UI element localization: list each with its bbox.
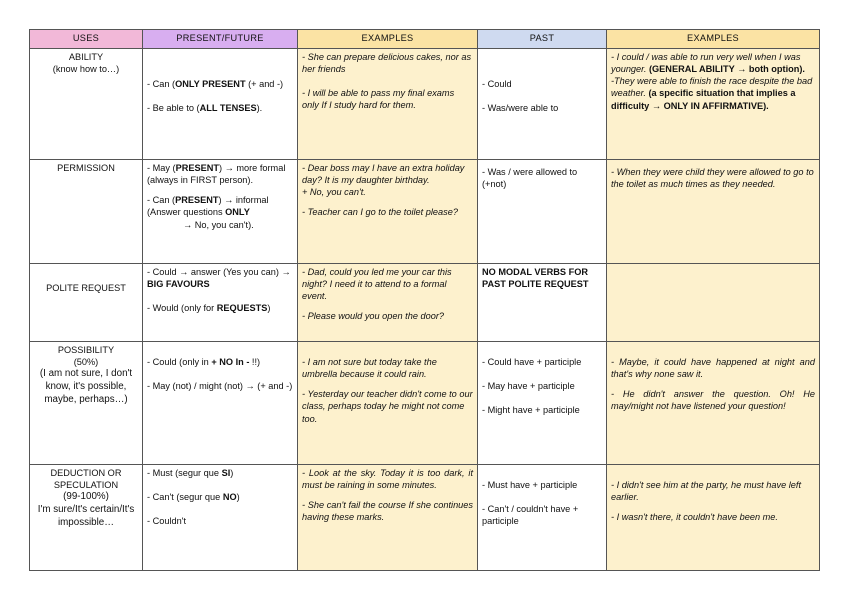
examples-possibility: - I am not sure but today take the umbrella because it could rain. - Yesterday our teacher didn't come to our class, perhaps today he might not come too. <box>298 342 478 465</box>
past-deduction: - Must have + participle - Can't / couldn't have + participle <box>478 465 607 571</box>
header-examples-present: EXAMPLES <box>298 30 478 49</box>
examples-permission: - Dear boss may I have an extra holiday day? It is my daughter birthday. + No, you can't. - Teacher can I go to the toilet please? <box>298 160 478 264</box>
use-permission: PERMISSION <box>30 160 143 264</box>
examples-polite-request: - Dad, could you led me your car this night? I need it to attend to a formal event. - Please would you open the door? <box>298 264 478 342</box>
use-polite-request: POLITE REQUEST <box>30 264 143 342</box>
pf-deduction: - Must (segur que SI) - Can't (segur que NO) - Couldn't <box>143 465 298 571</box>
header-present-future: PRESENT/FUTURE <box>143 30 298 49</box>
examples-past-polite-request <box>607 264 820 342</box>
row-ability <box>30 49 820 160</box>
examples-deduction: - Look at the sky. Today it is too dark, it must be raining in some minutes. - She can't fail the course If she continues having these marks. <box>298 465 478 571</box>
pf-polite-request: - Could → answer (Yes you can) → BIG FAVOURS - Would (only for REQUESTS) <box>143 264 298 342</box>
header-uses: USES <box>30 30 143 49</box>
modal-verbs-table <box>29 29 820 571</box>
use-ability: ABILITY (know how to…) <box>30 49 143 160</box>
past-polite-request: NO MODAL VERBS FOR PAST POLITE REQUEST <box>478 264 607 342</box>
examples-past-ability: - I could / was able to run very well when I was younger. (GENERAL ABILITY → both option). -They were able to finish the race despite the bad weather. (a specific situation that implies a difficulty → ONLY IN AFFIRMATIVE). <box>607 49 820 160</box>
examples-past-deduction: - I didn't see him at the party, he must have left earlier. - I wasn't there, it couldn't have been me. <box>607 465 820 571</box>
examples-past-permission: - When they were child they were allowed to go to the toilet as much times as they needed. <box>607 160 820 264</box>
past-permission: - Was / were allowed to (+not) <box>478 160 607 264</box>
pf-permission: - May (PRESENT) → more formal (always in FIRST person). - Can (PRESENT) → informal (Answer questions ONLY → No, you can't). <box>143 160 298 264</box>
pf-ability: - Can (ONLY PRESENT (+ and -) - Be able to (ALL TENSES). <box>143 49 298 160</box>
header-examples-past: EXAMPLES <box>607 30 820 49</box>
past-possibility: - Could have + participle - May have + participle - Might have + participle <box>478 342 607 465</box>
use-possibility: POSSIBILITY (50%) (I am not sure, I don't know, it's possible, maybe, perhaps…) <box>30 342 143 465</box>
examples-ability: - She can prepare delicious cakes, nor as her friends - I will be able to pass my final exams only If I study hard for them. <box>298 49 478 160</box>
header-row <box>30 30 820 49</box>
row-possibility <box>30 342 820 465</box>
past-ability: - Could - Was/were able to <box>478 49 607 160</box>
examples-past-possibility: - Maybe, it could have happened at night and that's why none saw it. - He didn't answer the question. Oh! He may/might not have listened your question! <box>607 342 820 465</box>
header-past: PAST <box>478 30 607 49</box>
row-permission <box>30 160 820 264</box>
use-deduction: DEDUCTION OR SPECULATION (99-100%) I'm sure/It's certain/It's impossible… <box>30 465 143 571</box>
row-polite-request <box>30 264 820 342</box>
row-deduction <box>30 465 820 571</box>
pf-possibility: - Could (only in + NO In - !!) - May (not) / might (not) → (+ and -) <box>143 342 298 465</box>
